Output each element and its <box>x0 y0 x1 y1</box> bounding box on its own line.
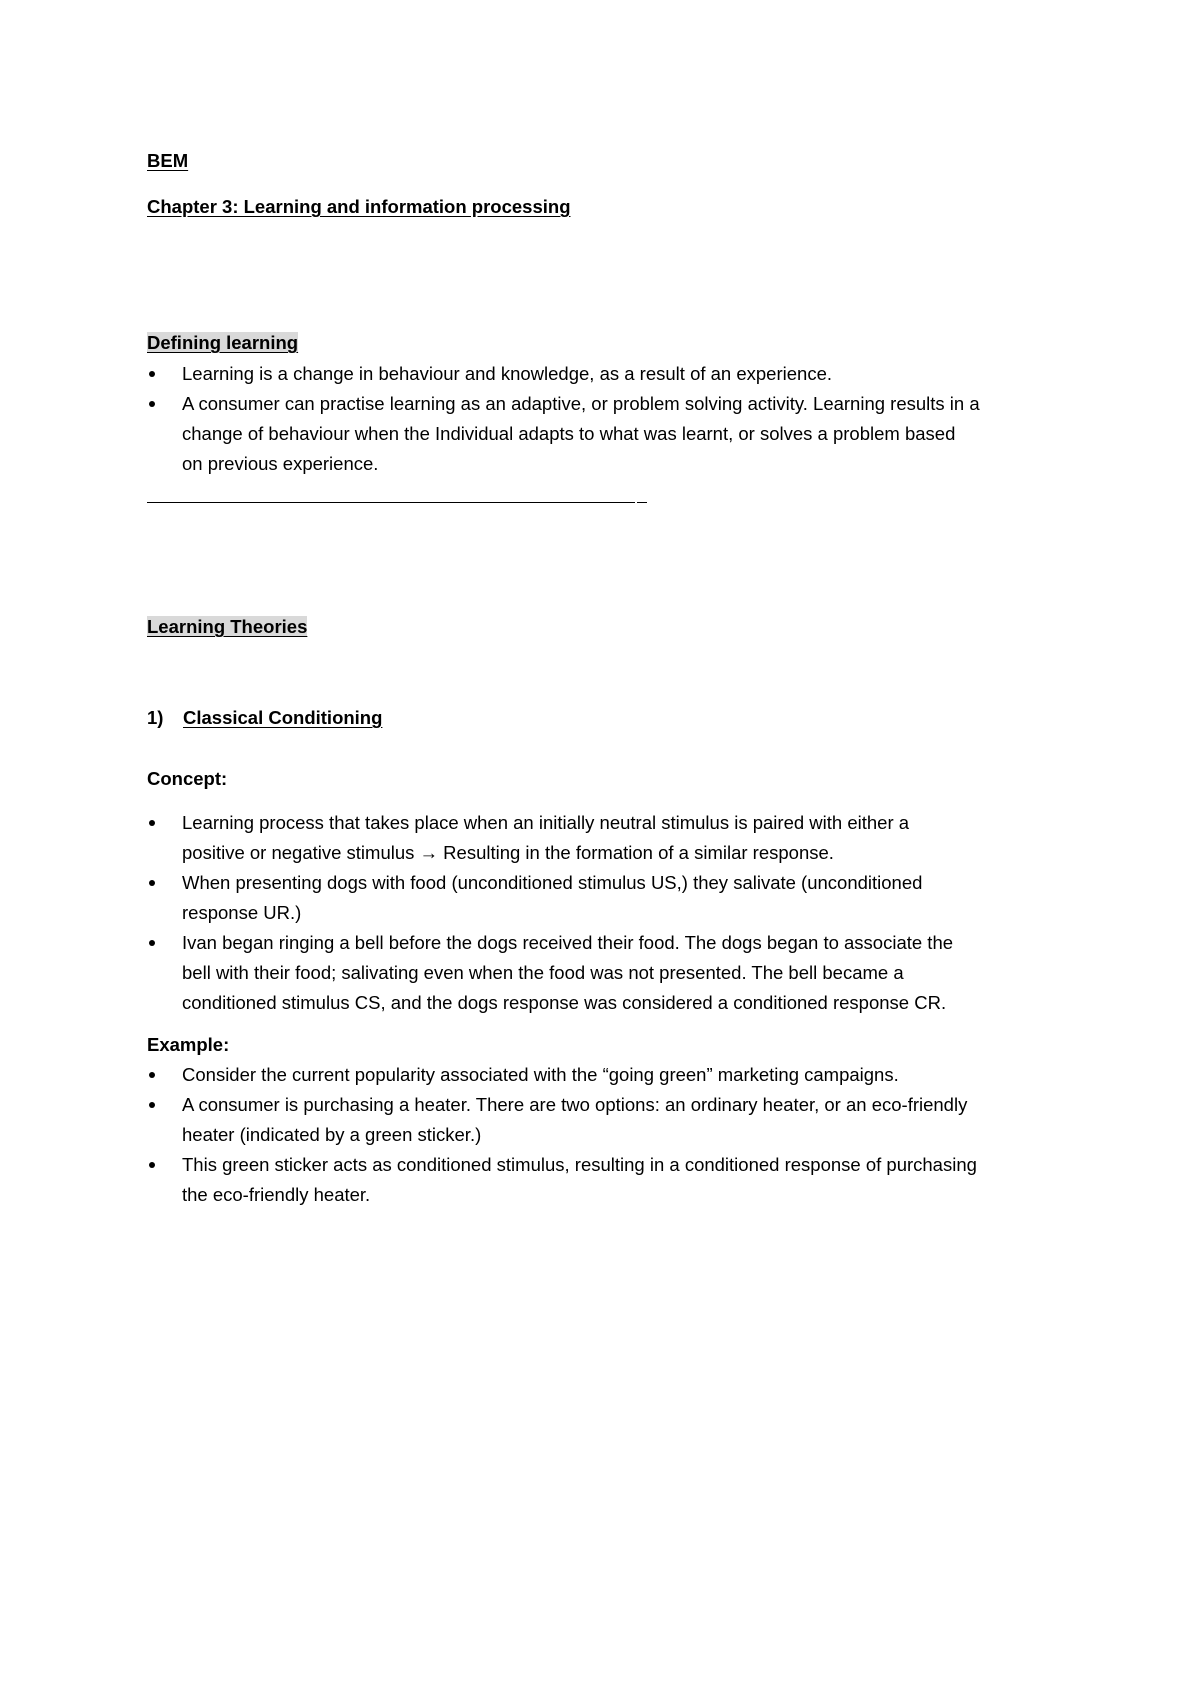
bullet-icon <box>149 940 155 946</box>
item-title: Classical Conditioning <box>183 707 383 728</box>
list-item <box>147 389 980 479</box>
bullet-icon <box>149 1162 155 1168</box>
list-item <box>147 928 953 1018</box>
heading-highlight: Defining learning <box>147 332 299 353</box>
bullet-icon <box>149 371 155 377</box>
list-item-text: A consumer can practise learning as an adaptive, or problem solving activity. Learning results in a change of behaviour when the Individual adapts to what was learnt, or solves a problem based on previous experience. <box>182 393 980 474</box>
list-item-text: Learning is a change in behaviour and knowledge, as a result of an experience. <box>182 363 832 384</box>
item-number: 1) <box>147 707 164 728</box>
bullet-icon <box>149 1072 155 1078</box>
list-item <box>147 1090 977 1150</box>
list-item <box>147 359 980 389</box>
horizontal-rule-tail <box>637 502 647 503</box>
section-heading-learning-theories <box>147 612 307 642</box>
bullet-icon <box>149 1102 155 1108</box>
list-item <box>147 808 953 868</box>
bullet-icon <box>149 401 155 407</box>
list-item-text: Consider the current popularity associated with the “going green” marketing campaigns. <box>182 1064 899 1085</box>
course-title: BEM <box>147 150 189 171</box>
numbered-heading-classical-conditioning <box>147 703 382 733</box>
concept-label: Concept: <box>147 768 228 789</box>
bullet-icon <box>149 880 155 886</box>
chapter-title: Chapter 3: Learning and information processing <box>147 196 571 217</box>
defining-learning-list <box>147 359 980 479</box>
example-label: Example: <box>147 1034 230 1055</box>
list-item <box>147 1060 977 1090</box>
section-heading-defining-learning <box>147 328 298 358</box>
list-item <box>147 1150 977 1210</box>
list-item-text: Learning process that takes place when an initially neutral stimulus is paired with either a positive or negative stimulus → Resulting in the formation of a similar response. <box>182 812 910 863</box>
list-item-text: This green sticker acts as conditioned stimulus, resulting in a conditioned response of purchasing the eco-friendly heater. <box>182 1154 977 1205</box>
concept-list <box>147 808 953 1018</box>
list-item-text: Ivan began ringing a bell before the dogs received their food. The dogs began to associate the bell with their food; salivating even when the food was not presented. The bell became a conditioned stimulus CS, and the dogs response was considered a conditioned response CR. <box>182 932 954 1013</box>
bullet-icon <box>149 820 155 826</box>
heading-highlight: Learning Theories <box>147 616 308 637</box>
example-list <box>147 1060 977 1210</box>
list-item <box>147 868 953 928</box>
list-item-text: When presenting dogs with food (unconditioned stimulus US,) they salivate (unconditioned response UR.) <box>182 872 923 923</box>
horizontal-rule <box>147 502 635 503</box>
list-item-text: A consumer is purchasing a heater. There are two options: an ordinary heater, or an eco-friendly heater (indicated by a green sticker.) <box>182 1094 968 1145</box>
